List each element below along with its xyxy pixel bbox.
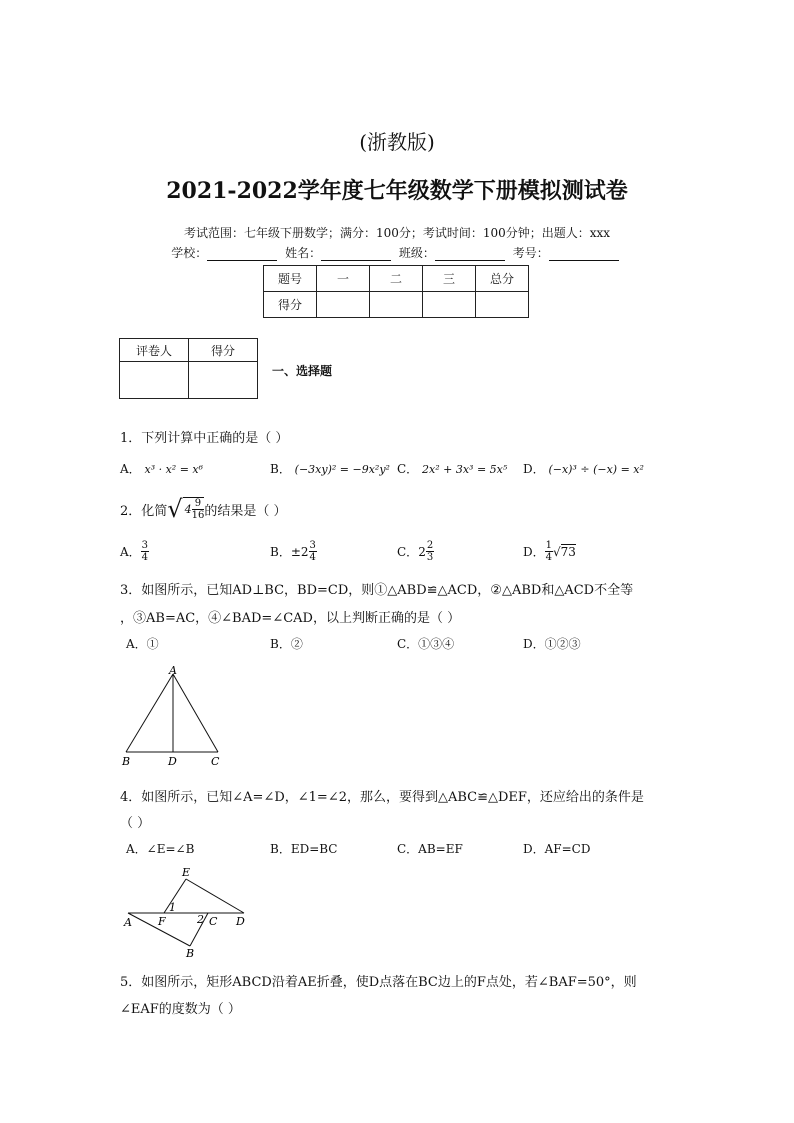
q4-option-d[interactable]: D．AF=CD [523,842,591,856]
question-4-line-1: 4．如图所示，已知∠A=∠D，∠1=∠2，那么，要得到△ABC≌△DEF，还应给出的条件是 [120,790,644,805]
q2-option-a[interactable] [120,540,149,563]
question-5-line-1: 5．如图所示，矩形ABCD沿着AE折叠，使D点落在BC边上的F点处，若∠BAF=50°，则 [120,975,637,990]
option-label: C． [397,545,419,559]
angle-label-2: 2 [197,913,204,926]
denominator: 4 [309,552,316,563]
score-table-score-row [264,292,529,318]
fraction [309,540,317,563]
q3-option-b[interactable]: B．② [270,637,303,651]
score-cell[interactable] [423,292,476,318]
option-label: C． [397,462,419,476]
sqrt-symbol: √ [553,544,561,559]
q4-option-c[interactable]: C．AB=EF [397,842,463,856]
option-label: A． [120,462,141,476]
score-cell[interactable] [370,292,423,318]
exam-info: 考试范围：七年级下册数学；满分：100分；考试时间：100分钟；出题人：xxx [183,226,611,240]
field-name-blank[interactable] [321,248,391,261]
q2-option-d[interactable] [523,540,576,563]
grader-cell[interactable] [120,362,189,399]
fraction [545,540,553,563]
score-row-label: 得分 [264,292,317,318]
vertex-label-b: B [186,947,195,960]
stem-text: 的结果是（ ） [204,503,287,519]
question-2-stem [120,497,286,521]
question-3-line-2: ，③AB=AC，④∠BAD=∠CAD，以上判断正确的是（ ） [120,611,461,626]
numerator: 1 [545,540,552,551]
question-3-line-1: 3．如图所示，已知AD⊥BC，BD=CD，则①△ABD≌△ACD，②△ABD和△ACD不全等 [120,583,634,598]
math-expression: (−x)³ ÷ (−x) = x² [548,463,644,476]
score-header-cell: 总分 [476,266,529,292]
q4-option-a[interactable]: A．∠E=∠B [126,842,195,856]
fraction [141,540,149,563]
q1-option-d[interactable] [523,460,644,477]
score-cell[interactable] [317,292,370,318]
q3-option-a[interactable]: A．① [126,637,159,651]
denominator: 3 [426,552,434,563]
question-4-line-2: （ ） [120,816,151,831]
q2-option-b[interactable] [270,540,317,563]
numerator: 2 [426,540,434,551]
side-ac [173,674,218,752]
numerator: 9 [192,498,205,510]
score-header-cell: 一 [317,266,370,292]
q1-option-b[interactable] [270,460,390,477]
q1-option-c[interactable] [397,460,507,477]
radicand-whole: 4 [184,503,192,516]
section-heading: 一、选择题 [272,364,333,378]
math-expression: (−3xy)² = −9x²y² [294,463,390,476]
score-table [263,265,529,318]
radicand-fraction [192,498,205,521]
math-expression: 2x² + 3x³ = 5x⁵ [422,463,508,476]
q1-option-a[interactable] [120,460,203,477]
option-label: A． [120,545,141,559]
vertex-label-a: A [124,916,132,929]
option-label: D． [523,462,545,476]
option-label: B． [270,545,291,559]
denominator: 4 [545,552,552,563]
vertex-label-b: B [122,755,131,768]
numerator: 3 [309,540,316,551]
vertex-label-e: E [182,866,191,879]
field-class-label: 班级： [398,246,435,260]
field-id-blank[interactable] [549,248,619,261]
grader-cell[interactable] [189,362,258,399]
q3-option-c[interactable]: C．①③④ [397,637,455,651]
side-ab [126,674,173,752]
math-expression: x³ · x² = x⁶ [144,463,204,476]
congruent-triangles-figure [120,864,260,960]
score-header-cell: 三 [423,266,476,292]
denominator: 16 [191,510,205,521]
vertex-label-c: C [209,915,218,928]
option-label: D． [523,545,545,559]
grader-header-cell: 得分 [189,339,258,362]
score-table-header-row [264,266,529,292]
radicand [183,497,205,521]
vertex-label-d: D [168,755,177,768]
field-school-label: 学校： [171,246,208,260]
denominator: 4 [141,552,149,563]
vertex-label-f: F [158,915,166,928]
option-prefix: ±2 [290,544,309,559]
question-5-line-2: ∠EAF的度数为（ ） [120,1002,241,1017]
side-ed [186,879,244,913]
option-label: B． [270,462,291,476]
q2-option-c[interactable] [397,540,434,563]
edition-label: (浙教版) [359,130,435,154]
question-1-stem: 1．下列计算中正确的是（ ） [120,431,289,446]
stem-text: 2．化简 [120,503,168,519]
numerator: 3 [141,540,149,551]
vertex-label-c: C [211,755,220,768]
score-cell[interactable] [476,292,529,318]
q3-option-d[interactable]: D．①②③ [523,637,581,651]
q4-option-b[interactable]: B．ED=BC [270,842,338,856]
field-name-label: 姓名： [285,246,322,260]
triangle-abc-figure [118,662,228,768]
exam-title: 2021-2022学年度七年级数学下册模拟测试卷 [166,178,628,204]
score-header-cell: 题号 [264,266,317,292]
field-school-blank[interactable] [207,248,277,261]
fraction [426,540,434,563]
radicand: 73 [560,545,576,559]
sqrt-symbol: √ [167,495,183,523]
field-id-label: 考号： [512,246,549,260]
vertex-label-d: D [236,915,245,928]
vertex-label-a: A [169,664,177,677]
field-class-blank[interactable] [435,248,505,261]
student-fields [0,244,794,261]
option-prefix: 2 [418,544,426,559]
angle-label-1: 1 [169,901,176,914]
score-header-cell: 二 [370,266,423,292]
grader-header-cell: 评卷人 [120,339,189,362]
grader-table [119,338,258,399]
